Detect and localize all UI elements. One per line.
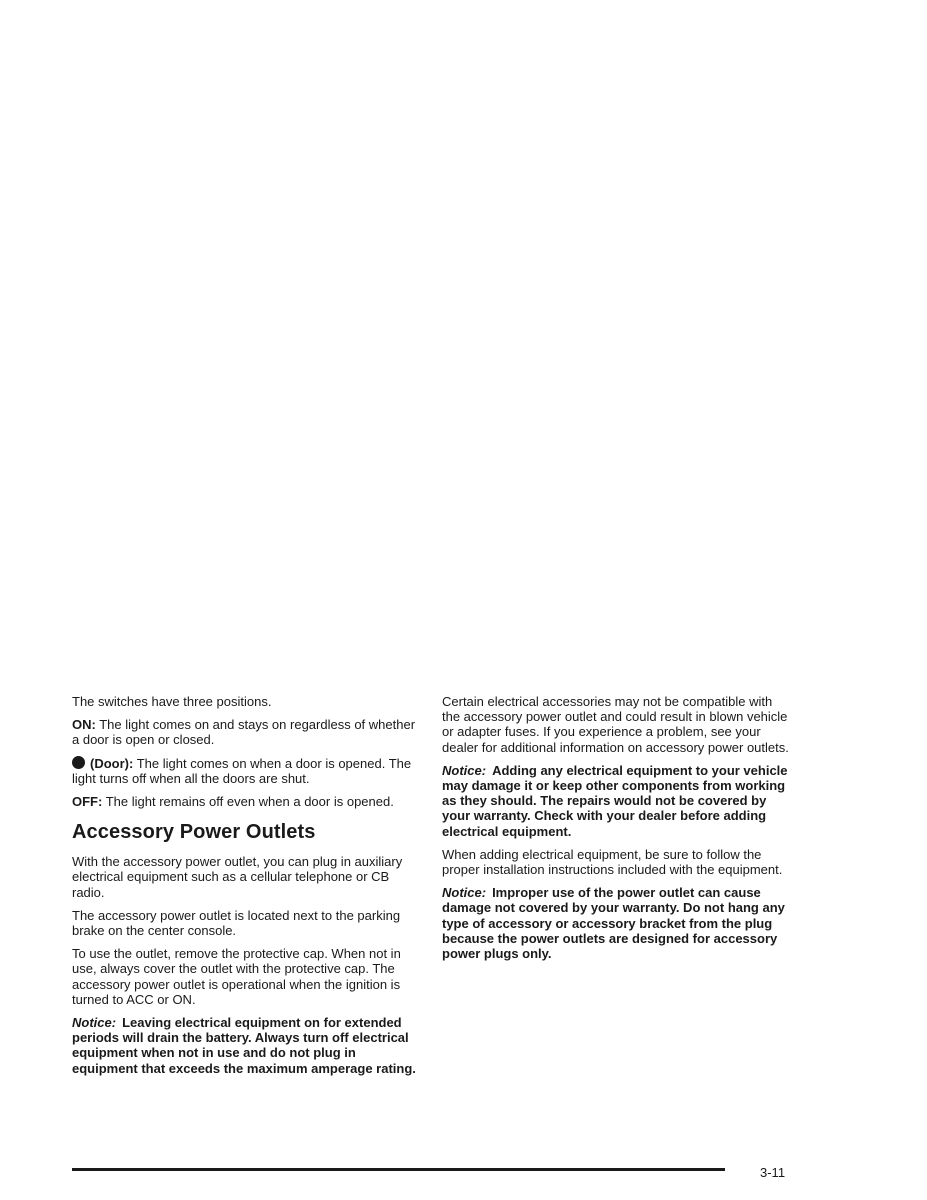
on-label: ON: (72, 717, 96, 733)
on-text: The light comes on and stays on regardless of whether a door is open or closed. (72, 717, 416, 748)
left-column (72, 694, 422, 1084)
off-text: The light remains off even when a door is opened. (105, 794, 394, 810)
notice-text: Improper use of the power outlet can cause damage not covered by your warranty. Do not hang any type of accessory or accessory bracket from the plug because the power outlets are designed for accessory power plugs only. (442, 885, 785, 962)
door-text: The light comes on when a door is opened. The light turns off when all the doors are shut. (72, 755, 412, 786)
notice-label: Notice: (442, 762, 487, 778)
section-heading: Accessory Power Outlets (72, 821, 316, 844)
equipment-notice (442, 763, 792, 839)
off-label: OFF: (72, 794, 103, 810)
notice-text: Adding any electrical equipment to your vehicle may damage it or keep other components from working as they should. The repairs would not be covered by your warranty. Check with your dealer before adding electrical equipment. (442, 762, 788, 839)
footer-divider (72, 1168, 725, 1171)
notice-label: Notice: (72, 1015, 117, 1031)
filled-circle-icon (72, 756, 85, 769)
installation-paragraph: When adding electrical equipment, be sure to follow the proper installation instructions included with the equipment. (442, 846, 783, 878)
page-number: 3-11 (760, 1165, 786, 1180)
right-column (442, 694, 792, 969)
outlet-misuse-notice (442, 885, 792, 961)
on-position-paragraph (72, 717, 422, 747)
compatibility-paragraph: Certain electrical accessories may not be compatible with the accessory power outlet and could result in blown vehicle or adapter fuses. If you experience a problem, see your dealer for additional information on accessory power outlets. (442, 694, 789, 755)
notice-label: Notice: (442, 885, 487, 901)
intro-text: The switches have three positions. (72, 694, 272, 709)
door-label: (Door): (90, 755, 134, 771)
off-position-paragraph (72, 794, 422, 809)
battery-notice (72, 1015, 422, 1076)
outlet-location-paragraph: The accessory power outlet is located next to the parking brake on the center console. (72, 907, 401, 939)
outlet-intro-paragraph: With the accessory power outlet, you can plug in auxiliary electrical equipment such as a cellular telephone or CB radio. (72, 854, 403, 900)
notice-text: Leaving electrical equipment on for extended periods will drain the battery. Always turn off electrical equipment when not in use and do not plug in equipment that exceeds the maximum amperage rating. (72, 1015, 416, 1076)
door-position-paragraph (72, 756, 422, 786)
outlet-usage-paragraph: To use the outlet, remove the protective cap. When not in use, always cover the outlet with the protective cap. The accessory power outlet is operational when the ignition is turned to ACC or ON. (72, 946, 401, 1007)
